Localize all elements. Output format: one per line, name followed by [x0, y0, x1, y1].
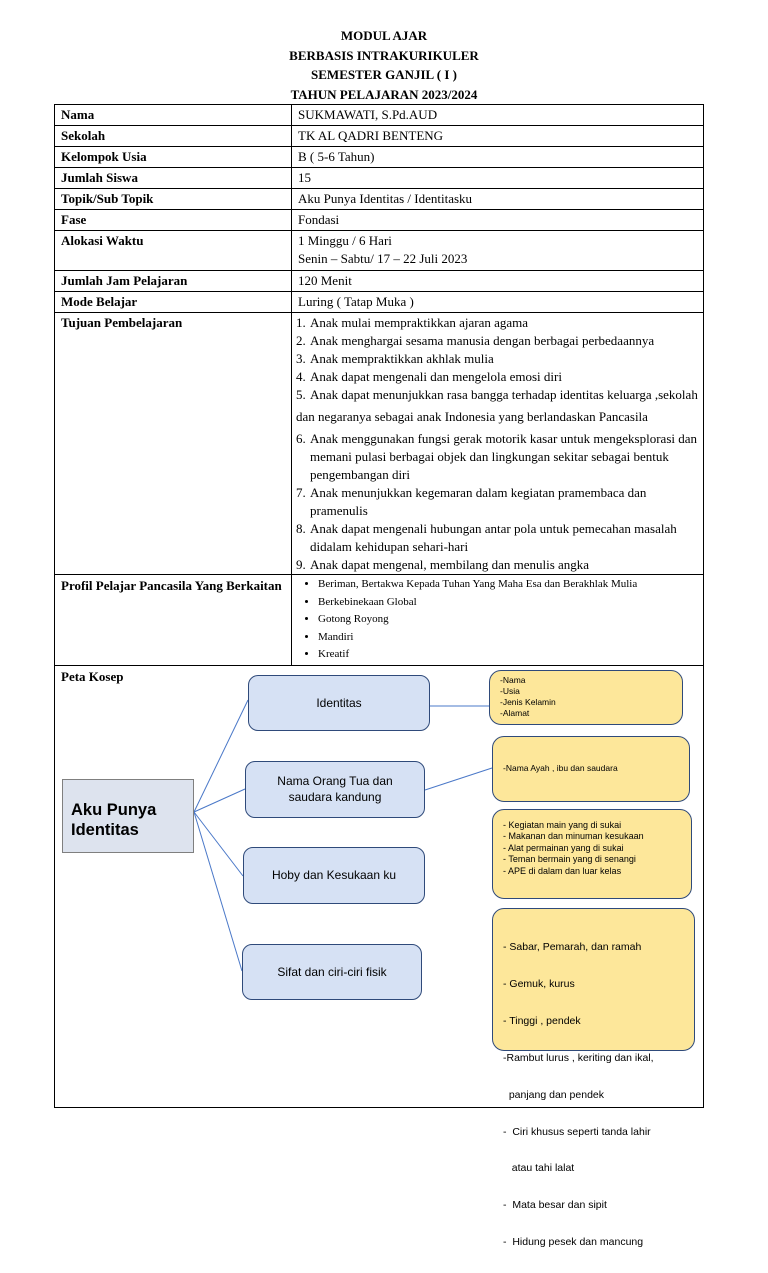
goal-item: 8. Anak dapat mengenali hubungan antar pola untuk pemecahan masalah didalam kehidupan sehari-hari — [296, 521, 677, 554]
goal-item: 2. Anak menghargai sesama manusia dengan berbagai perbedaannya — [296, 333, 655, 348]
value-fase: Fondasi — [292, 210, 704, 231]
note-line: -Rambut lurus , keriting dan ikal, — [503, 1051, 654, 1064]
value-mode: Luring ( Tatap Muka ) — [292, 292, 704, 313]
value-nama: SUKMAWATI, S.Pd.AUD — [292, 105, 704, 126]
note-line: - Makanan dan minuman kesukaan — [503, 831, 644, 841]
info-table — [54, 104, 704, 1249]
header-line: TAHUN PELAJARAN 2023/2024 — [290, 86, 478, 102]
note-sifat — [492, 908, 695, 1249]
connector-line — [425, 768, 492, 790]
value-sekolah: TK AL QADRI BENTENG — [292, 126, 704, 147]
profil-item: • Gotong Royong — [318, 611, 699, 629]
node-identitas: Identitas — [248, 675, 430, 731]
note-line: -Alamat — [500, 707, 530, 718]
note-line: panjang dan pendek — [503, 1088, 605, 1101]
value-kelompok: B ( 5-6 Tahun) — [292, 147, 704, 168]
note-line: -Nama Ayah , ibu dan saudara — [503, 762, 618, 773]
label-tujuan: Tujuan Pembelajaran — [55, 313, 292, 575]
value-profil — [292, 575, 704, 666]
goal-item: 9. Anak dapat mengenal, membilang dan menulis angka — [296, 557, 590, 572]
header-line: BERBASIS INTRAKURIKULER — [289, 47, 479, 63]
row-nama — [55, 105, 704, 126]
note-line: -Nama — [500, 674, 526, 685]
label-profil: Profil Pelajar Pancasila Yang Berkaitan — [55, 575, 292, 666]
node-nama-orang-tua: Nama Orang Tua dan saudara kandung — [245, 761, 425, 818]
goal-item: 6. Anak menggunakan fungsi gerak motorik kasar untuk mengeksplorasi dan memani pulasi berbagai objek dan lingkungan sekitar sebagai bentuk pengembangan diri — [296, 431, 698, 482]
row-mode — [55, 292, 704, 313]
connector-line — [194, 789, 245, 812]
label-kelompok: Kelompok Usia — [55, 147, 292, 168]
label-mode: Mode Belajar — [55, 292, 292, 313]
connector-line — [194, 812, 243, 876]
note-line: - Sabar, Pemarah, dan ramah — [503, 941, 642, 954]
alokasi-dates: Senin – Sabtu/ 17 – 22 Juli 2023 — [298, 251, 468, 266]
note-line: - Mata besar dan sipit — [503, 1199, 607, 1212]
row-kelompok — [55, 147, 704, 168]
note-line: - Ciri khusus seperti tanda lahir — [503, 1125, 651, 1138]
row-peta — [55, 665, 704, 1107]
note-identitas — [489, 670, 683, 725]
note-hoby — [492, 809, 692, 899]
label-jam: Jumlah Jam Pelajaran — [55, 271, 292, 292]
row-tujuan — [55, 313, 704, 575]
note-line: - Teman bermain yang di senangi — [503, 854, 636, 864]
row-fase — [55, 210, 704, 231]
note-line: atau tahi lalat — [503, 1162, 575, 1175]
value-topik: Aku Punya Identitas / Identitasku — [292, 189, 704, 210]
row-jam — [55, 271, 704, 292]
goal-item: 5. Anak dapat menunjukkan rasa bangga terhadap identitas keluarga ,sekolah — [296, 387, 698, 402]
value-alokasi — [292, 231, 704, 271]
row-profil — [55, 575, 704, 666]
row-sekolah — [55, 126, 704, 147]
label-topik: Topik/Sub Topik — [55, 189, 292, 210]
value-tujuan — [292, 313, 704, 575]
profil-item: • Beriman, Bertakwa Kepada Tuhan Yang Maha Esa dan Berakhlak Mulia — [318, 576, 699, 594]
label-fase: Fase — [55, 210, 292, 231]
row-jumlah-siswa — [55, 168, 704, 189]
label-nama: Nama — [55, 105, 292, 126]
alokasi-duration: 1 Minggu / 6 Hari — [298, 233, 392, 248]
goal-item: 7. Anak menunjukkan kegemaran dalam kegiatan pramembaca dan pramenulis — [296, 485, 647, 518]
connector-line — [194, 812, 242, 971]
header-line: SEMESTER GANJIL ( I ) — [311, 67, 457, 82]
note-line: - Alat permainan yang di sukai — [503, 842, 624, 853]
profil-item: • Kreatif — [318, 646, 699, 664]
concept-map — [55, 665, 704, 1249]
profil-list — [296, 576, 699, 664]
value-jam: 120 Menit — [292, 271, 704, 292]
header-line: MODUL AJAR — [340, 28, 428, 43]
goal-continuation: dan negaranya sebagai anak Indonesia yang berlandaskan Pancasila — [296, 409, 648, 424]
row-topik — [55, 189, 704, 210]
note-line: -Usia — [500, 685, 520, 696]
note-line: - APE di dalam dan luar kelas — [503, 865, 622, 876]
root-node: Aku Punya Identitas — [62, 779, 194, 853]
goal-item: 3. Anak mempraktikkan akhlak mulia — [296, 351, 494, 366]
profil-item: • Mandiri — [318, 629, 699, 647]
node-sifat: Sifat dan ciri-ciri fisik — [242, 944, 422, 1000]
value-jumlah-siswa: 15 — [292, 168, 704, 189]
note-nama-orang-tua — [492, 736, 690, 802]
peta-label: Peta Kosep — [61, 668, 124, 684]
note-line: - Kegiatan main yang di sukai — [503, 819, 622, 830]
profil-item: • Berkebinekaan Global — [318, 594, 699, 612]
document-header — [0, 26, 768, 104]
node-hoby: Hoby dan Kesukaan ku — [243, 847, 425, 904]
label-sekolah: Sekolah — [55, 126, 292, 147]
connector-line — [194, 700, 248, 812]
note-line: - Gemuk, kurus — [503, 977, 575, 990]
row-alokasi — [55, 231, 704, 271]
note-line: - Tinggi , pendek — [503, 1014, 581, 1027]
label-jumlah-siswa: Jumlah Siswa — [55, 168, 292, 189]
goal-item: 1. Anak mulai mempraktikkan ajaran agama — [296, 315, 529, 330]
note-line: - Hidung pesek dan mancung — [503, 1236, 644, 1249]
goal-item: 4. Anak dapat mengenali dan mengelola emosi diri — [296, 369, 562, 384]
note-line: -Jenis Kelamin — [500, 696, 556, 707]
label-alokasi: Alokasi Waktu — [55, 231, 292, 271]
